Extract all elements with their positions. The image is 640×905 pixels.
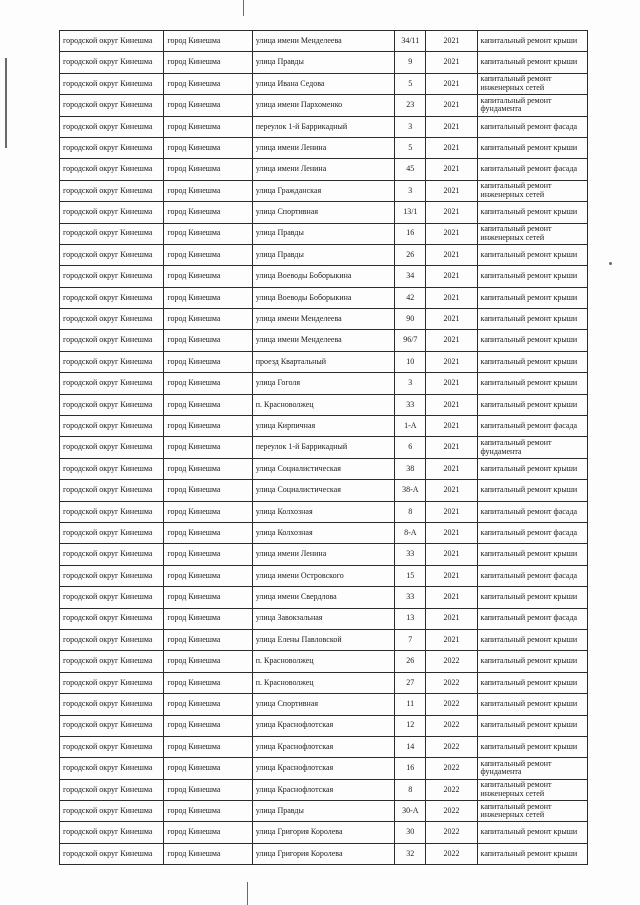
cell-city: город Кинешма xyxy=(164,758,252,779)
cell-street: улица Гражданская xyxy=(252,180,395,201)
cell-work-type: капитальный ремонт инженерных сетей xyxy=(477,801,587,822)
cell-year: 2021 xyxy=(426,309,477,330)
repair-schedule-table xyxy=(59,30,588,865)
cell-year: 2021 xyxy=(426,159,477,180)
table-row xyxy=(60,416,588,437)
cell-street: переулок 1-й Баррикадный xyxy=(252,437,395,458)
cell-work-type: капитальный ремонт крыши xyxy=(477,330,587,351)
cell-street: улица имени Ленина xyxy=(252,544,395,565)
cell-year: 2022 xyxy=(426,822,477,843)
cell-street: п. Красноволжец xyxy=(252,394,395,415)
cell-work-type: капитальный ремонт фасада xyxy=(477,116,587,137)
table-row xyxy=(60,801,588,822)
cell-street: улица Правды xyxy=(252,801,395,822)
cell-year: 2021 xyxy=(426,565,477,586)
cell-okrug: городской округ Кинешма xyxy=(60,501,164,522)
cell-work-type: капитальный ремонт фундамента xyxy=(477,95,587,116)
table-row xyxy=(60,309,588,330)
cell-house-number: 14 xyxy=(395,736,426,757)
cell-work-type: капитальный ремонт крыши xyxy=(477,266,587,287)
cell-okrug: городской округ Кинешма xyxy=(60,779,164,800)
cell-okrug: городской округ Кинешма xyxy=(60,651,164,672)
cell-house-number: 96/7 xyxy=(395,330,426,351)
cell-year: 2021 xyxy=(426,180,477,201)
cell-house-number: 33 xyxy=(395,587,426,608)
table-row xyxy=(60,608,588,629)
cell-okrug: городской округ Кинешма xyxy=(60,672,164,693)
cell-city: город Кинешма xyxy=(164,779,252,800)
cell-house-number: 10 xyxy=(395,351,426,372)
cell-work-type: капитальный ремонт крыши xyxy=(477,351,587,372)
cell-street: улица имени Свердлова xyxy=(252,587,395,608)
cell-work-type: капитальный ремонт фундамента xyxy=(477,758,587,779)
cell-work-type: капитальный ремонт крыши xyxy=(477,672,587,693)
cell-year: 2022 xyxy=(426,736,477,757)
cell-city: город Кинешма xyxy=(164,330,252,351)
cell-year: 2021 xyxy=(426,458,477,479)
cell-work-type: капитальный ремонт крыши xyxy=(477,373,587,394)
cell-city: город Кинешма xyxy=(164,608,252,629)
cell-house-number: 9 xyxy=(395,52,426,73)
cell-city: город Кинешма xyxy=(164,394,252,415)
cell-okrug: городской округ Кинешма xyxy=(60,822,164,843)
cell-year: 2021 xyxy=(426,351,477,372)
cell-city: город Кинешма xyxy=(164,351,252,372)
table-row xyxy=(60,779,588,800)
cell-house-number: 26 xyxy=(395,244,426,265)
cell-work-type: капитальный ремонт фасада xyxy=(477,608,587,629)
cell-year: 2021 xyxy=(426,373,477,394)
cell-street: улица имени Пархоменко xyxy=(252,95,395,116)
table-row xyxy=(60,116,588,137)
cell-street: улица имени Менделеева xyxy=(252,31,395,52)
cell-work-type: капитальный ремонт крыши xyxy=(477,694,587,715)
cell-year: 2021 xyxy=(426,202,477,223)
cell-street: улица Колхозная xyxy=(252,522,395,543)
cell-work-type: капитальный ремонт крыши xyxy=(477,480,587,501)
cell-house-number: 3 xyxy=(395,116,426,137)
cell-okrug: городской округ Кинешма xyxy=(60,715,164,736)
cell-house-number: 30 xyxy=(395,822,426,843)
cell-okrug: городской округ Кинешма xyxy=(60,202,164,223)
cell-house-number: 1-А xyxy=(395,416,426,437)
cell-street: улица имени Ленина xyxy=(252,137,395,158)
cell-year: 2021 xyxy=(426,501,477,522)
cell-work-type: капитальный ремонт фасада xyxy=(477,159,587,180)
cell-okrug: городской округ Кинешма xyxy=(60,351,164,372)
cell-work-type: капитальный ремонт инженерных сетей xyxy=(477,73,587,94)
cell-city: город Кинешма xyxy=(164,801,252,822)
cell-city: город Кинешма xyxy=(164,95,252,116)
cell-street: улица имени Менделеева xyxy=(252,330,395,351)
cell-work-type: капитальный ремонт крыши xyxy=(477,287,587,308)
cell-city: город Кинешма xyxy=(164,31,252,52)
cell-okrug: городской округ Кинешма xyxy=(60,608,164,629)
cell-city: город Кинешма xyxy=(164,458,252,479)
cell-work-type: капитальный ремонт крыши xyxy=(477,52,587,73)
cell-city: город Кинешма xyxy=(164,266,252,287)
cell-street: улица имени Менделеева xyxy=(252,309,395,330)
cell-house-number: 32 xyxy=(395,843,426,864)
cell-city: город Кинешма xyxy=(164,244,252,265)
cell-year: 2021 xyxy=(426,587,477,608)
cell-street: улица Правды xyxy=(252,223,395,244)
cell-street: улица Завокзальная xyxy=(252,608,395,629)
cell-house-number: 42 xyxy=(395,287,426,308)
cell-okrug: городской округ Кинешма xyxy=(60,73,164,94)
table-row xyxy=(60,522,588,543)
cell-year: 2021 xyxy=(426,629,477,650)
table-row xyxy=(60,672,588,693)
cell-house-number: 16 xyxy=(395,223,426,244)
cell-okrug: городской округ Кинешма xyxy=(60,116,164,137)
cell-work-type: капитальный ремонт крыши xyxy=(477,651,587,672)
cell-work-type: капитальный ремонт крыши xyxy=(477,137,587,158)
cell-street: улица Спортивная xyxy=(252,202,395,223)
cell-street: проезд Квартальный xyxy=(252,351,395,372)
cell-city: город Кинешма xyxy=(164,480,252,501)
cell-work-type: капитальный ремонт крыши xyxy=(477,715,587,736)
cell-city: город Кинешма xyxy=(164,565,252,586)
table-row xyxy=(60,843,588,864)
cell-okrug: городской округ Кинешма xyxy=(60,843,164,864)
cell-okrug: городской округ Кинешма xyxy=(60,394,164,415)
cell-street: улица Ивана Седова xyxy=(252,73,395,94)
cell-okrug: городской округ Кинешма xyxy=(60,522,164,543)
table-row xyxy=(60,31,588,52)
cell-city: город Кинешма xyxy=(164,651,252,672)
cell-city: город Кинешма xyxy=(164,822,252,843)
cell-work-type: капитальный ремонт фасада xyxy=(477,522,587,543)
cell-house-number: 45 xyxy=(395,159,426,180)
cell-okrug: городской округ Кинешма xyxy=(60,180,164,201)
cell-street: улица Краснофлотская xyxy=(252,736,395,757)
cell-house-number: 16 xyxy=(395,758,426,779)
cell-house-number: 15 xyxy=(395,565,426,586)
cell-city: город Кинешма xyxy=(164,694,252,715)
cell-city: город Кинешма xyxy=(164,309,252,330)
cell-year: 2021 xyxy=(426,95,477,116)
scan-artifact-dot xyxy=(609,262,612,265)
cell-work-type: капитальный ремонт крыши xyxy=(477,736,587,757)
cell-street: улица Колхозная xyxy=(252,501,395,522)
cell-city: город Кинешма xyxy=(164,736,252,757)
table-row xyxy=(60,822,588,843)
cell-year: 2021 xyxy=(426,52,477,73)
table-row xyxy=(60,715,588,736)
cell-house-number: 26 xyxy=(395,651,426,672)
cell-year: 2022 xyxy=(426,715,477,736)
cell-street: улица Кирпичная xyxy=(252,416,395,437)
cell-city: город Кинешма xyxy=(164,672,252,693)
cell-okrug: городской округ Кинешма xyxy=(60,544,164,565)
cell-work-type: капитальный ремонт крыши xyxy=(477,244,587,265)
cell-okrug: городской округ Кинешма xyxy=(60,458,164,479)
cell-work-type: капитальный ремонт фасада xyxy=(477,501,587,522)
cell-okrug: городской округ Кинешма xyxy=(60,137,164,158)
cell-house-number: 3 xyxy=(395,373,426,394)
cell-year: 2021 xyxy=(426,544,477,565)
cell-work-type: капитальный ремонт крыши xyxy=(477,458,587,479)
cell-year: 2022 xyxy=(426,801,477,822)
cell-year: 2021 xyxy=(426,416,477,437)
cell-year: 2022 xyxy=(426,779,477,800)
cell-street: улица Григория Королева xyxy=(252,843,395,864)
cell-street: улица Социалистическая xyxy=(252,480,395,501)
table-row xyxy=(60,373,588,394)
cell-okrug: городской округ Кинешма xyxy=(60,266,164,287)
cell-house-number: 6 xyxy=(395,437,426,458)
table-row xyxy=(60,223,588,244)
cell-house-number: 34 xyxy=(395,266,426,287)
cell-okrug: городской округ Кинешма xyxy=(60,159,164,180)
cell-year: 2022 xyxy=(426,758,477,779)
cell-city: город Кинешма xyxy=(164,159,252,180)
cell-okrug: городской округ Кинешма xyxy=(60,480,164,501)
table-row xyxy=(60,458,588,479)
cell-house-number: 30-А xyxy=(395,801,426,822)
cell-okrug: городской округ Кинешма xyxy=(60,373,164,394)
cell-house-number: 38-А xyxy=(395,480,426,501)
cell-house-number: 7 xyxy=(395,629,426,650)
scan-artifact-line xyxy=(243,0,244,16)
cell-year: 2021 xyxy=(426,223,477,244)
cell-year: 2021 xyxy=(426,244,477,265)
cell-city: город Кинешма xyxy=(164,287,252,308)
cell-city: город Кинешма xyxy=(164,843,252,864)
cell-okrug: городской округ Кинешма xyxy=(60,309,164,330)
cell-year: 2021 xyxy=(426,116,477,137)
cell-year: 2021 xyxy=(426,287,477,308)
cell-house-number: 27 xyxy=(395,672,426,693)
cell-house-number: 13 xyxy=(395,608,426,629)
table-row xyxy=(60,629,588,650)
cell-house-number: 8 xyxy=(395,779,426,800)
cell-city: город Кинешма xyxy=(164,501,252,522)
cell-city: город Кинешма xyxy=(164,522,252,543)
cell-city: город Кинешма xyxy=(164,223,252,244)
cell-year: 2021 xyxy=(426,437,477,458)
cell-house-number: 23 xyxy=(395,95,426,116)
cell-okrug: городской округ Кинешма xyxy=(60,223,164,244)
cell-house-number: 34/11 xyxy=(395,31,426,52)
cell-house-number: 12 xyxy=(395,715,426,736)
cell-house-number: 38 xyxy=(395,458,426,479)
table-row xyxy=(60,694,588,715)
cell-okrug: городской округ Кинешма xyxy=(60,629,164,650)
cell-work-type: капитальный ремонт крыши xyxy=(477,587,587,608)
table-row xyxy=(60,394,588,415)
table-row xyxy=(60,736,588,757)
table-row xyxy=(60,287,588,308)
cell-street: улица Григория Королева xyxy=(252,822,395,843)
cell-house-number: 33 xyxy=(395,394,426,415)
cell-house-number: 3 xyxy=(395,180,426,201)
cell-okrug: городской округ Кинешма xyxy=(60,736,164,757)
table-row xyxy=(60,565,588,586)
cell-street: переулок 1-й Баррикадный xyxy=(252,116,395,137)
scan-artifact-line xyxy=(247,882,248,905)
cell-okrug: городской округ Кинешма xyxy=(60,95,164,116)
cell-year: 2021 xyxy=(426,266,477,287)
table-row xyxy=(60,266,588,287)
cell-house-number: 8 xyxy=(395,501,426,522)
cell-street: улица Краснофлотская xyxy=(252,758,395,779)
cell-house-number: 5 xyxy=(395,137,426,158)
cell-street: улица Спортивная xyxy=(252,694,395,715)
table-row xyxy=(60,501,588,522)
table-row xyxy=(60,651,588,672)
cell-city: город Кинешма xyxy=(164,202,252,223)
cell-okrug: городской округ Кинешма xyxy=(60,758,164,779)
cell-street: п. Красноволжец xyxy=(252,651,395,672)
cell-okrug: городской округ Кинешма xyxy=(60,31,164,52)
cell-year: 2021 xyxy=(426,137,477,158)
table-row xyxy=(60,480,588,501)
cell-street: улица имени Островского xyxy=(252,565,395,586)
cell-city: город Кинешма xyxy=(164,437,252,458)
table-row xyxy=(60,52,588,73)
table-row xyxy=(60,351,588,372)
cell-okrug: городской округ Кинешма xyxy=(60,801,164,822)
cell-work-type: капитальный ремонт крыши xyxy=(477,629,587,650)
cell-street: улица Гоголя xyxy=(252,373,395,394)
cell-city: город Кинешма xyxy=(164,52,252,73)
cell-street: улица имени Ленина xyxy=(252,159,395,180)
cell-year: 2021 xyxy=(426,330,477,351)
cell-city: город Кинешма xyxy=(164,629,252,650)
cell-year: 2021 xyxy=(426,522,477,543)
cell-year: 2021 xyxy=(426,394,477,415)
cell-street: п. Красноволжец xyxy=(252,672,395,693)
cell-year: 2021 xyxy=(426,608,477,629)
cell-work-type: капитальный ремонт крыши xyxy=(477,309,587,330)
cell-work-type: капитальный ремонт крыши xyxy=(477,544,587,565)
cell-street: улица Правды xyxy=(252,244,395,265)
cell-street: улица Воеводы Боборыкина xyxy=(252,287,395,308)
cell-okrug: городской округ Кинешма xyxy=(60,694,164,715)
cell-work-type: капитальный ремонт фундамента xyxy=(477,437,587,458)
cell-year: 2022 xyxy=(426,694,477,715)
cell-work-type: капитальный ремонт крыши xyxy=(477,202,587,223)
cell-work-type: капитальный ремонт инженерных сетей xyxy=(477,223,587,244)
cell-street: улица Краснофлотская xyxy=(252,715,395,736)
table-row xyxy=(60,437,588,458)
cell-city: город Кинешма xyxy=(164,715,252,736)
cell-house-number: 8-А xyxy=(395,522,426,543)
cell-work-type: капитальный ремонт инженерных сетей xyxy=(477,779,587,800)
table-row xyxy=(60,95,588,116)
cell-city: город Кинешма xyxy=(164,180,252,201)
cell-house-number: 33 xyxy=(395,544,426,565)
table-row xyxy=(60,180,588,201)
cell-city: город Кинешма xyxy=(164,373,252,394)
table-row xyxy=(60,159,588,180)
cell-okrug: городской округ Кинешма xyxy=(60,330,164,351)
table-row xyxy=(60,330,588,351)
cell-okrug: городской округ Кинешма xyxy=(60,416,164,437)
table-body xyxy=(60,31,588,865)
cell-okrug: городской округ Кинешма xyxy=(60,565,164,586)
cell-year: 2021 xyxy=(426,480,477,501)
cell-year: 2021 xyxy=(426,73,477,94)
cell-year: 2021 xyxy=(426,31,477,52)
cell-work-type: капитальный ремонт крыши xyxy=(477,31,587,52)
table-row xyxy=(60,137,588,158)
scan-artifact-line xyxy=(5,58,7,148)
cell-year: 2022 xyxy=(426,651,477,672)
cell-city: город Кинешма xyxy=(164,544,252,565)
cell-work-type: капитальный ремонт фасада xyxy=(477,416,587,437)
cell-year: 2022 xyxy=(426,672,477,693)
cell-street: улица Елены Павловской xyxy=(252,629,395,650)
cell-okrug: городской округ Кинешма xyxy=(60,587,164,608)
cell-okrug: городской округ Кинешма xyxy=(60,437,164,458)
cell-work-type: капитальный ремонт инженерных сетей xyxy=(477,180,587,201)
cell-street: улица Краснофлотская xyxy=(252,779,395,800)
cell-city: город Кинешма xyxy=(164,116,252,137)
cell-street: улица Воеводы Боборыкина xyxy=(252,266,395,287)
cell-city: город Кинешма xyxy=(164,73,252,94)
table-row xyxy=(60,244,588,265)
cell-work-type: капитальный ремонт крыши xyxy=(477,843,587,864)
cell-work-type: капитальный ремонт фасада xyxy=(477,565,587,586)
cell-house-number: 13/1 xyxy=(395,202,426,223)
cell-city: город Кинешма xyxy=(164,587,252,608)
cell-okrug: городской округ Кинешма xyxy=(60,244,164,265)
cell-city: город Кинешма xyxy=(164,137,252,158)
cell-city: город Кинешма xyxy=(164,416,252,437)
table-row xyxy=(60,544,588,565)
cell-house-number: 11 xyxy=(395,694,426,715)
cell-okrug: городской округ Кинешма xyxy=(60,52,164,73)
cell-house-number: 5 xyxy=(395,73,426,94)
table-row xyxy=(60,587,588,608)
cell-house-number: 90 xyxy=(395,309,426,330)
cell-year: 2022 xyxy=(426,843,477,864)
cell-work-type: капитальный ремонт крыши xyxy=(477,394,587,415)
table-row xyxy=(60,202,588,223)
cell-street: улица Социалистическая xyxy=(252,458,395,479)
table-row xyxy=(60,73,588,94)
cell-okrug: городской округ Кинешма xyxy=(60,287,164,308)
cell-work-type: капитальный ремонт крыши xyxy=(477,822,587,843)
cell-street: улица Правды xyxy=(252,52,395,73)
table-row xyxy=(60,758,588,779)
